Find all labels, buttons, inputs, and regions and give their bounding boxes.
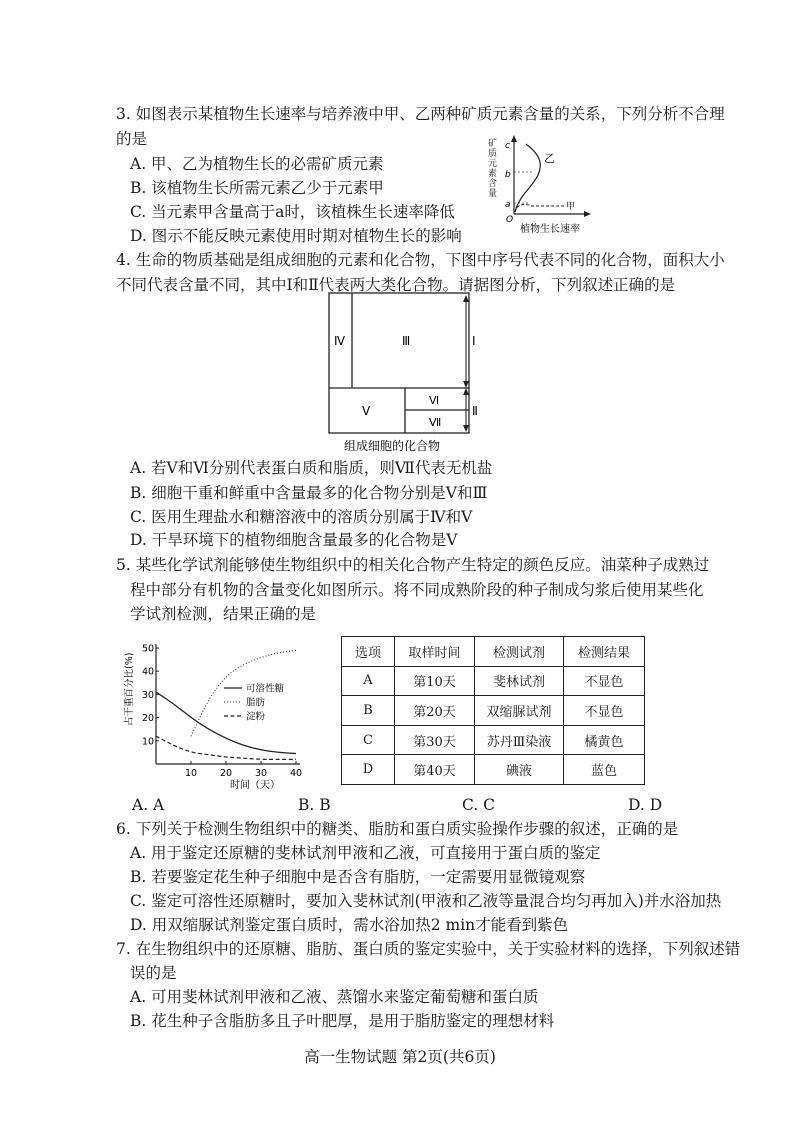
q5-y-tick-label: 10: [142, 736, 155, 748]
q4-option-c: C. 医用生理盐水和糖溶液中的溶质分别属于Ⅳ和Ⅴ: [130, 508, 473, 526]
q3-tick-b: b: [505, 170, 511, 180]
q3-tick-c: c: [505, 141, 510, 151]
q5-legend-label: 可溶性糖: [246, 683, 285, 695]
q5-series-line-2: [156, 736, 296, 759]
table-header-cell: 检测试剂: [475, 637, 564, 667]
q5-stem-line2: 程中部分有机物的含量变化如图所示。将不同成熟阶段的种子制成匀浆后使用某些化: [130, 581, 704, 599]
q3-x-arrow: [584, 211, 591, 217]
q4-bracket-i-top: [463, 295, 469, 302]
table-header-cell: 检测结果: [564, 637, 645, 667]
q5-table: [341, 636, 645, 785]
q4-caption: 组成细胞的化合物: [344, 439, 441, 453]
q4-label-i: Ⅰ: [472, 334, 476, 348]
table-cell: 蓝色: [564, 755, 645, 785]
table-cell: 苏丹Ⅲ染液: [475, 725, 564, 755]
q5-legend-label: 脂肪: [246, 697, 266, 709]
table-cell: C: [342, 725, 395, 755]
table-cell: 碘液: [475, 755, 564, 785]
q3-x-label: 植物生长速率: [520, 224, 580, 235]
q6-option-a: A. 用于鉴定还原糖的斐林试剂甲液和乙液，可直接用于蛋白质的鉴定: [130, 844, 601, 862]
q4-label-vii: Ⅶ: [429, 416, 442, 429]
q3-label-jia: 甲: [566, 202, 576, 212]
q4-label-iii: Ⅲ: [402, 334, 411, 348]
q5-x-tick-label: 30: [255, 768, 268, 779]
q6-stem: 6. 下列关于检测生物组织中的糖类、脂肪和蛋白质实验操作步骤的叙述，正确的是: [116, 820, 679, 838]
q4-outer-box: [329, 293, 469, 433]
q5-y-tick-label: 30: [142, 689, 155, 701]
q3-figure: [484, 132, 624, 238]
q3-y-label-2: 质: [488, 149, 498, 159]
q4-label-v: Ⅴ: [362, 404, 371, 418]
q7-option-b: B. 花生种子含脂肪多且子叶肥厚，是用于脂肪鉴定的理想材料: [130, 1012, 555, 1030]
q5-ylabel: [123, 653, 135, 726]
q3-stem-line2: 的是: [116, 130, 148, 148]
table-row: [342, 666, 645, 696]
table-cell: 斐林试剂: [475, 666, 564, 696]
q3-y-label-3: 元: [488, 159, 498, 169]
q3-tick-a: a: [505, 200, 511, 210]
table-cell: 第10天: [395, 666, 475, 696]
q7-option-a: A. 可用斐林试剂甲液和乙液、蒸馏水来鉴定葡萄糖和蛋白质: [130, 988, 539, 1006]
q6-option-d: D. 用双缩脲试剂鉴定蛋白质时，需水浴加热2 min才能看到紫色: [130, 916, 569, 934]
q4-option-d: D. 干旱环境下的植物细胞含量最多的化合物是Ⅴ: [130, 531, 458, 549]
q4-option-a: A. 若Ⅴ和Ⅵ分别代表蛋白质和脂质，则Ⅶ代表无机盐: [130, 459, 493, 477]
q4-label-ii: Ⅱ: [472, 404, 478, 418]
q4-figure: [322, 290, 494, 456]
table-cell: 不显色: [564, 696, 645, 726]
q5-choice-b: B. B: [298, 796, 331, 814]
table-header-cell: 取样时间: [395, 637, 475, 667]
q5-choice-d: D. D: [628, 796, 663, 814]
table-cell: 第40天: [395, 755, 475, 785]
q4-label-vi: Ⅵ: [429, 394, 440, 407]
q5-series-line-0: [156, 692, 296, 753]
q3-option-c: C. 当元素甲含量高于a时，该植株生长速率降低: [130, 203, 455, 221]
q3-label-yi: 乙: [544, 152, 555, 165]
q5-stem-line1: 5. 某些化学试剂能够使生物组织中的相关化合物产生特定的颜色反应。油菜种子成熟过: [116, 556, 710, 574]
q5-stem-line3: 学试剂检测，结果正确的是: [130, 605, 317, 623]
q5-y-tick-label: 20: [142, 713, 155, 725]
q5-legend-label: 淀粉: [246, 711, 266, 723]
table-cell: 不显色: [564, 666, 645, 696]
q3-origin: O: [506, 215, 514, 225]
q3-option-a: A. 甲、乙为植物生长的必需矿质元素: [130, 155, 384, 173]
q4-bracket-ii-bottom: [463, 425, 469, 432]
q3-y-label-6: 量: [488, 189, 498, 199]
q3-y-label-1: 矿: [488, 139, 498, 149]
q5-choice-a: A. A: [132, 796, 165, 814]
q6-option-c: C. 鉴定可溶性还原糖时，要加入斐林试剂(甲液和乙液等量混合均匀再加入)并水浴加热: [130, 892, 722, 910]
q4-label-iv: Ⅳ: [334, 334, 346, 348]
q4-stem-line1: 4. 生命的物质基础是组成细胞的元素和化合物，下图中序号代表不同的化合物，面积大小: [116, 251, 725, 269]
q3-curve-jia: [515, 204, 564, 212]
q5-xlabel: 时间（天）: [230, 780, 280, 791]
q6-option-b: B. 若要鉴定花生种子细胞中是否含有脂肪，一定需要用显微镜观察: [130, 868, 586, 886]
q4-bracket-ii-top: [463, 388, 469, 395]
q5-x-tick-label: 20: [220, 768, 233, 779]
q5-ylabel-text: 占干重百分比(%): [124, 652, 135, 726]
q5-x-tick-label: 10: [185, 768, 198, 779]
q5-y-tick-label: 50: [142, 643, 155, 655]
q4-stem-line2: 不同代表含量不同，其中Ⅰ和Ⅱ代表两大类化合物。请据图分析，下列叙述正确的是: [116, 276, 676, 294]
table-cell: 双缩脲试剂: [475, 696, 564, 726]
q4-bracket-i-bottom: [463, 381, 469, 388]
table-row: [342, 755, 645, 785]
q5-choice-c: C. C: [462, 796, 496, 814]
table-cell: 第20天: [395, 696, 475, 726]
table-cell: A: [342, 666, 395, 696]
q7-stem-line2: 误的是: [130, 964, 177, 982]
q5-y-tick-label: 40: [142, 666, 155, 678]
q4-option-b: B. 细胞干重和鲜重中含量最多的化合物分别是Ⅴ和Ⅲ: [130, 484, 488, 502]
q3-y-arrow: [511, 135, 517, 142]
table-cell: 第30天: [395, 725, 475, 755]
q5-chart: [120, 636, 310, 792]
table-cell: D: [342, 755, 395, 785]
table-header-row: [342, 637, 645, 667]
q3-stem-line1: 3. 如图表示某植物生长速率与培养液中甲、乙两种矿质元素含量的关系，下列分析不合理: [116, 105, 725, 123]
q7-stem-line1: 7. 在生物组织中的还原糖、脂肪、蛋白质的鉴定实验中，关于实验材料的选择，下列叙述错: [116, 940, 741, 958]
table-cell: B: [342, 696, 395, 726]
q5-x-tick-label: 40: [290, 768, 303, 779]
q3-curve-yi: [515, 144, 540, 212]
table-cell: 橘黄色: [564, 725, 645, 755]
table-header-cell: 选项: [342, 637, 395, 667]
q3-option-b: B. 该植物生长所需元素乙少于元素甲: [130, 179, 384, 197]
table-row: [342, 725, 645, 755]
page-footer: 高一生物试题 第2页(共6页): [304, 1048, 496, 1066]
q3-y-label-4: 素: [488, 169, 498, 179]
q3-option-d: D. 图示不能反映元素使用时期对植物生长的影响: [130, 227, 462, 245]
q3-y-label-5: 含: [488, 179, 498, 189]
table-row: [342, 696, 645, 726]
